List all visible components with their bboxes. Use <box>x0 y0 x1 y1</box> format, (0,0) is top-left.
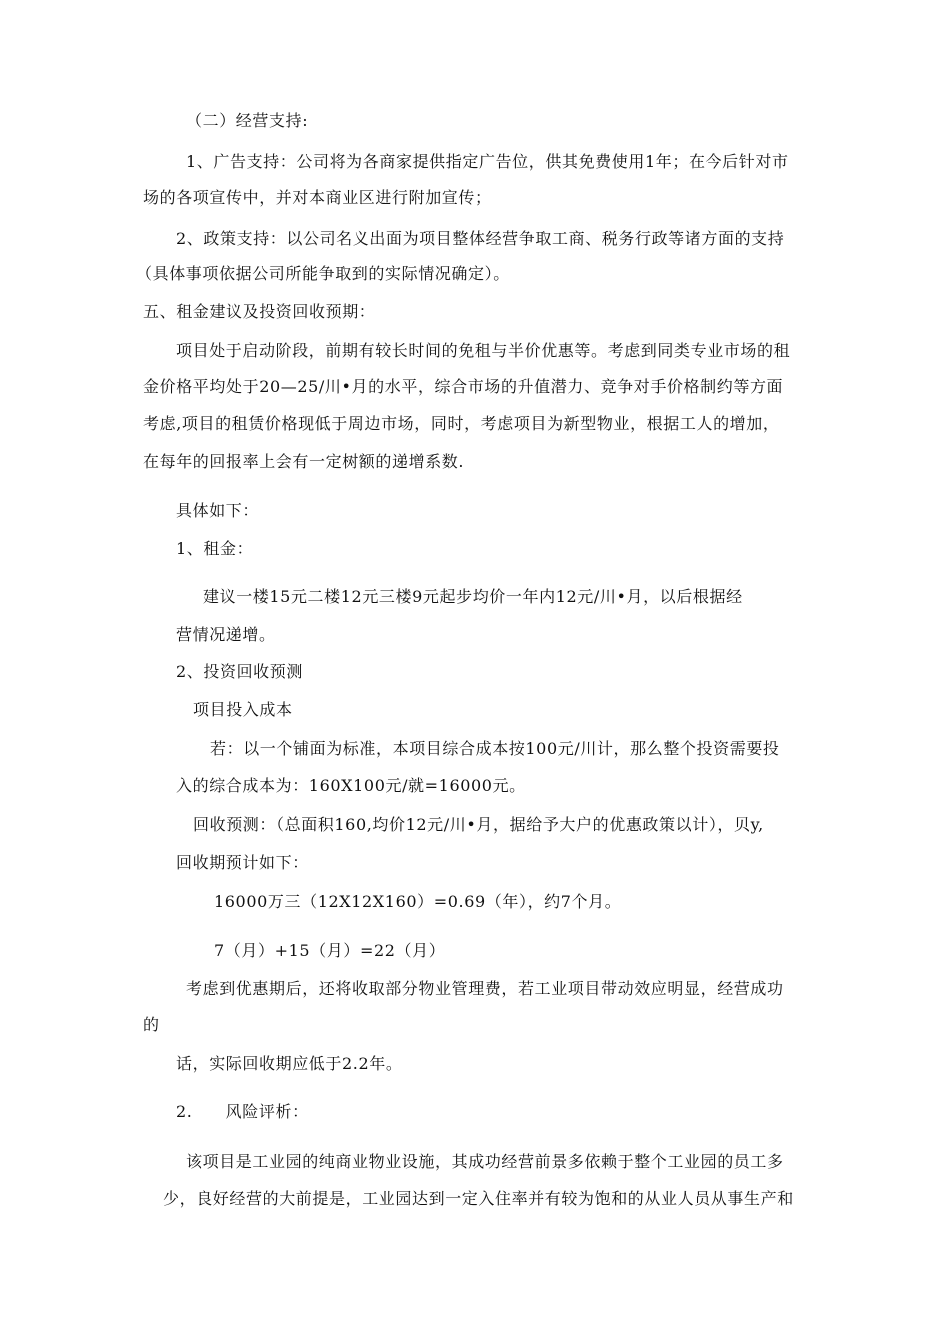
paragraph-line: 建议一楼15元二楼12元三楼9元起步均价一年内12元/川•月，以后根据经 <box>203 587 743 606</box>
paragraph-line: 话，实际回收期应低于2.2年。 <box>176 1054 403 1073</box>
subheading-project-cost: 项目投入成本 <box>193 700 293 719</box>
paragraph-line: 2、政策支持：以公司名义出面为项目整体经营争取工商、税务行政等诸方面的支持 <box>176 229 785 248</box>
paragraph-line: 项目处于启动阶段，前期有较长时间的免租与半价优惠等。考虑到同类专业市场的租 <box>176 341 791 360</box>
paragraph-line: 入的综合成本为：160X100元/就=16000元。 <box>176 776 526 795</box>
formula-line: 7（月）+15（月）=22（月） <box>214 941 446 960</box>
paragraph-line: 在每年的回报率上会有一定树额的递增系数. <box>143 452 465 471</box>
paragraph-line: 营情况递增。 <box>176 625 276 644</box>
paragraph-line: 1、广告支持：公司将为各商家提供指定广告位，供其免费使用1年；在今后针对市 <box>186 152 789 171</box>
paragraph-line: 考虑,项目的租赁价格现低于周边市场，同时，考虑项目为新型物业，根据工人的增加， <box>143 414 780 433</box>
paragraph-line: 回收预测：（总面积160,均价12元/川•月，据给予大户的优惠政策以计），贝y, <box>193 815 764 834</box>
paragraph-line: 的 <box>143 1015 160 1034</box>
formula-line: 16000万三（12X12X160）=0.69（年），约7个月。 <box>214 892 622 911</box>
paragraph-line: 回收期预计如下： <box>176 853 309 872</box>
paragraph-line: 该项目是工业园的纯商业物业设施，其成功经营前景多依赖于整个工业园的员工多 <box>186 1152 784 1171</box>
paragraph-line: 少，良好经营的大前提是，工业园达到一定入住率并有较为饱和的从业人员从事生产和 <box>163 1189 794 1208</box>
paragraph-line: 考虑到优惠期后，还将收取部分物业管理费，若工业项目带动效应明显，经营成功 <box>186 979 784 998</box>
paragraph-line: 具体如下： <box>176 501 260 520</box>
subheading-investment-return: 2、投资回收预测 <box>176 662 303 681</box>
subheading-rent: 1、租金： <box>176 539 254 558</box>
section-heading-rent-and-return: 五、租金建议及投资回收预期： <box>143 302 376 321</box>
section-heading-business-support: （二）经营支持: <box>186 111 309 130</box>
paragraph-line: 金价格平均处于20—25/川•月的水平，综合市场的升值潜力、竞争对手价格制约等方面 <box>143 377 784 396</box>
paragraph-line: 若：以一个铺面为标准，本项目综合成本按100元/川计，那么整个投资需要投 <box>210 739 780 758</box>
paragraph-line: （具体事项依据公司所能争取到的实际情况确定）。 <box>136 264 510 283</box>
paragraph-line: 场的各项宣传中，并对本商业区进行附加宣传； <box>143 188 492 207</box>
subheading-risk-analysis: 2. 风险评析： <box>176 1102 309 1121</box>
